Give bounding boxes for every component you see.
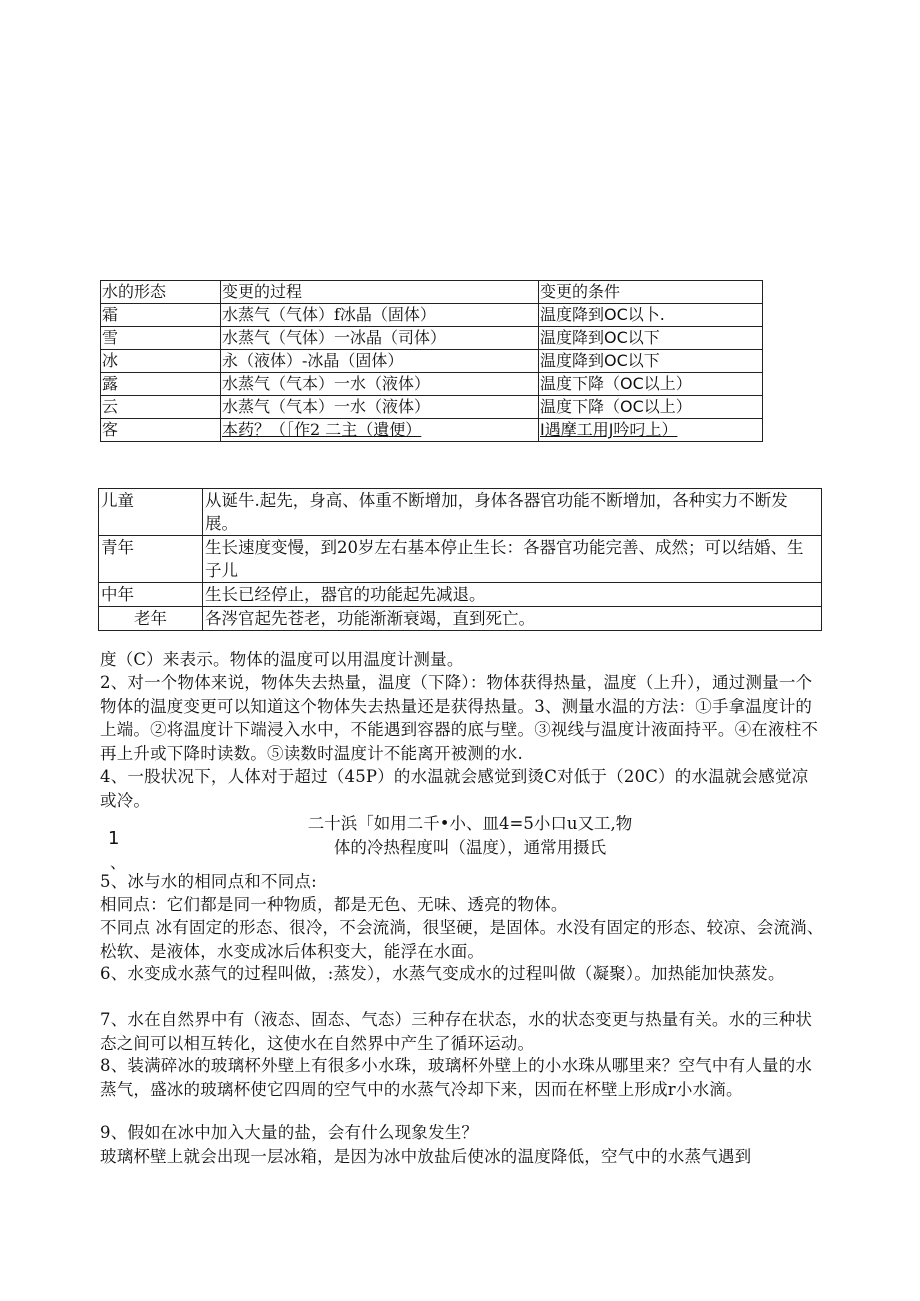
table-cell: 客 [101,419,221,442]
header-cell: 变更的过程 [221,281,539,304]
table-cell: 永（液体）-冰晶（固体） [221,350,539,373]
table-row [99,536,822,583]
paragraph-5-same: 相同点：它们都是同一种物质，都是无色、无味、透亮的物体。 [100,895,568,914]
paragraph-7: 7、水在自然界中有（液态、固态、气态）三种存在状态，水的状态变更与热量有关。水的三种状态之间可以相互转化，这使水在自然界中产生了循环运动。 [100,1010,813,1053]
table-row [101,350,763,373]
table-cell: 从诞牛.起先，身高、体重不断增加，身体各器官功能不断增加，各种实力不断发展。 [203,489,822,536]
table-cell: 温度降到OC以下 [539,327,763,350]
life-stages-table [98,488,822,631]
table-row [101,396,763,419]
table-row [99,607,822,631]
table-cell: 霜 [101,304,221,327]
table-cell: 雪 [101,327,221,350]
table-cell: 儿童 [99,489,203,536]
table-cell: 温度下降（OC以上） [539,396,763,419]
table-cell: 温度降到OC以下 [539,350,763,373]
header-cell: 变更的条件 [539,281,763,304]
table-row [101,327,763,350]
table-cell: 水蒸气（气本）一水（液体） [221,396,539,419]
item-mark: 、 [110,853,127,872]
table-cell: 青年 [99,536,203,583]
paragraph-9: 9、假如在冰中加入大量的盐，会有什么现象发生？ [100,1123,479,1142]
table-cell: 本药？（［作2 二主（遺便） [221,419,539,442]
garbled-line-2: 体的冷热程度叫（温度），通常用摄氏 [333,838,607,857]
paragraph-3: 4、一股状况下，人体对于超过（45P）的水温就会感觉到烫C对低于（20C）的水温就会感觉凉或冷。 [100,767,809,810]
table-header-row [101,281,763,304]
table-cell: 冰 [101,350,221,373]
paragraph-5-title: 5、冰与水的相同点和不同点: [100,872,317,891]
item-number: 1 [108,828,120,849]
table-row [99,583,822,607]
table-cell: 老年 [99,607,203,631]
table-cell: 水蒸气（气体）一冰晶（司体） [221,327,539,350]
paragraph-5-diff: 不同点 冰有固定的形态、很冷，不会流淌，很坚硬，是固体。水没有固定的形态、较凉、会流淌、松软、是液体，水变成冰后体积变大，能浮在水面。 [100,918,824,961]
table-row [101,419,763,442]
paragraph-6: 6、水变成水蒸气的过程叫做，:蒸发），水蒸气变成水的过程叫做（凝聚）。加热能加快蒸发。 [100,964,785,983]
table-cell: 中年 [99,583,203,607]
table-cell: 温度下降（OC以上） [539,373,763,396]
table-cell: 云 [101,396,221,419]
table-cell: 生长速度变慢，到20岁左右基本停止生长：各器官功能完善、成然；可以结婚、生子儿 [203,536,822,583]
table-cell: 水蒸气（气本）一水（液体） [221,373,539,396]
table-row [101,373,763,396]
table-cell: 生长已经停止，器官的功能起先减退。 [203,583,822,607]
table-cell: 温度降到OC以卜. [539,304,763,327]
paragraph-8: 8、装满碎冰的玻璃杯外壁上有很多小水珠，玻璃杯外壁上的小水珠从哪里来？空气中有人量的水蒸气，盛冰的玻璃杯使它四周的空气中的水蒸气冷却下来，因而在杯壁上形成r小水滴。 [100,1056,813,1099]
paragraph-2: 2、对一个物体来说，物体失去热量，温度（下降）：物体获得热量，温度（上升），通过测量一个物体的温度变更可以知道这个物体失去热量还是获得热量。3、测量水温的方法：①手拿温度计的上端。②将温度计下端浸入水中，不能遇到容器的底与壁。③视线与温度计液面持平。④在液柱不再上升或下降时读数。⑤读数时温度计不能离开被测的水. [100,673,819,763]
table-row [101,304,763,327]
paragraph-1: 度（C）来表示。物体的温度可以用温度计测量。 [100,650,464,669]
garbled-line-1: 二十浜「如用二千•小、皿4=5小口u又工,物 [307,814,633,833]
table-cell: 各涔官起先苍老，功能渐渐衰竭，直到死亡。 [203,607,822,631]
table-cell: 露 [101,373,221,396]
table-cell: I遇摩工用J吟叼上） [539,419,763,442]
table-cell: 水蒸气（气体）f冰晶（固体） [221,304,539,327]
paragraph-10: 玻璃杯壁上就会出现一层冰箱，是因为冰中放盐后使冰的温度降低，空气中的水蒸气遇到 [100,1147,752,1166]
header-cell: 水的形态 [101,281,221,304]
water-states-table [100,280,763,442]
table-row [99,489,822,536]
